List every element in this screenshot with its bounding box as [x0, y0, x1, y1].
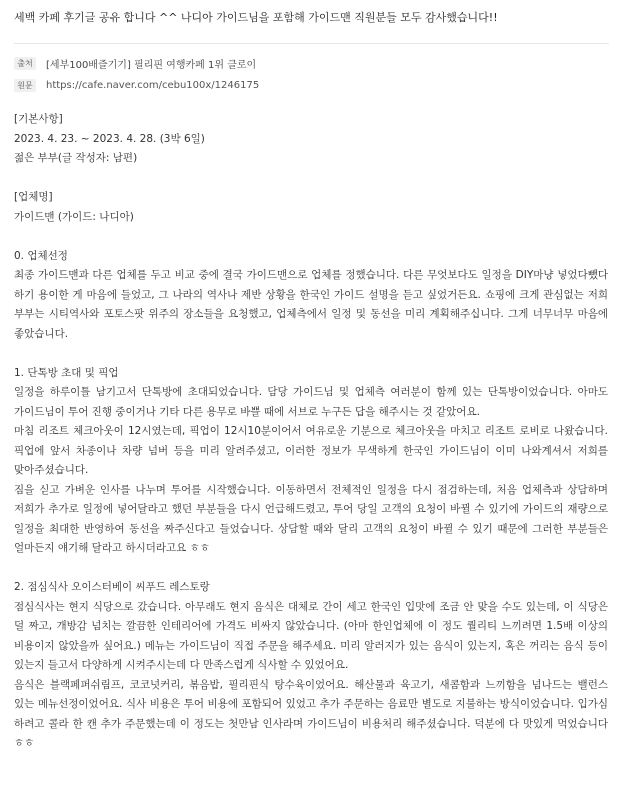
basic-info-date: 2023. 4. 23. ~ 2023. 4. 28. (3박 6일) [14, 132, 205, 145]
section-1-paragraph-1: 일정을 하루이틀 남기고서 단톡방에 초대되었습니다. 담당 가이드님 및 업체측 여러분이 함께 있는 단톡방이었습니다. 아마도 가이드님이 투어 진행 중이거나 기타 다른 용무로 바쁠 때에 서브로 누구든 답을 해주시는 것 같았어요. [14, 386, 608, 418]
section-0-paragraph: 최종 가이드맨과 다른 업체를 두고 비교 중에 결국 가이드맨으로 업체를 정했습니다. 다른 무엇보다도 일정을 DIY마냥 넣었다뺐다 하기 용이한 게 마음에 들었고, 그 나라의 역사나 제반 상황을 한국인 가이드 설명을 듣고 싶었거든요. 쇼핑에 크게 관심없는 저희 부부는 시티역사와 포토스팟 위주의 장소들을 요청했고, 업체측에서 일정 및 동선을 미리 계획해주십니다. 그게 너무너무 마음에 좋았습니다. [14, 269, 608, 340]
source-link[interactable]: [세부100배즐기기] 필리핀 여행카페 1위 클로이 [46, 59, 257, 71]
source-row [14, 55, 256, 71]
section-1-paragraph-2: 마침 리조트 체크아웃이 12시였는데, 픽업이 12시10분이어서 여유로운 기분으로 체크아웃을 마치고 리조트 로비로 나왔습니다. 픽업에 앞서 차종이나 차량 넘버 등을 미리 알려주셨고, 이러한 정보가 무색하게 한국인 가이드님이 이미 나와계셔서 저희를 맞아주셨습니다. [14, 425, 608, 476]
section-2-paragraph-2: 음식은 블랙페퍼쉬림프, 코코넛커리, 볶음밥, 필리핀식 탕수육이었어요. 해산물과 육고기, 새콤함과 느끼함을 넘나드는 밸런스 있는 메뉴선정이었어요. 식사 비용은 투어 비용에 포함되어 있었고 추가 주문하는 음료만 별도로 지불하는 방식이었습니다. 입가심 하려고 콜라 한 캔 추가 주문했는데 이 정도는 첫만남 인사라며 가이드님이 비용처리 해주셨습니다. 덕분에 다 맛있게 먹었습니다 ㅎㅎ [14, 678, 608, 749]
company-header: [업체명] [14, 191, 53, 203]
title-divider [14, 43, 609, 44]
section-1-title: 1. 단톡방 초대 및 픽업 [14, 366, 119, 379]
post-title: 세백 카페 후기글 공유 합니다 ^^ 나디아 가이드님을 포함해 가이드맨 직원분들 모두 감사했습니다!! [14, 11, 498, 24]
section-2-paragraph-1: 점심식사는 현지 식당으로 갔습니다. 아무래도 현지 음식은 대체로 간이 세고 한국인 입맛에 조금 안 맞을 수도 있는데, 이 식당은 덜 짜고, 개방감 넘치는 깔끔한 인테리어에 가격도 비싸지 않았습니다. (아마 한인업체에 이 정도 퀄리티 느끼려면 1.5배 이상의 비용이지 않았을까 싶어요.) 메뉴는 가이드님이 직접 주문을 해주세요. 미리 알러지가 있는 음식이 있는지, 혹은 꺼리는 음식 등이 있는지 들고서 다양하게 시켜주시는데 다 만족스럽게 식사할 수 있었어요. [14, 600, 608, 671]
section-2-title: 2. 점심식사 오이스터베이 씨푸드 레스토랑 [14, 581, 210, 593]
section-0-title: 0. 업체선정 [14, 249, 68, 262]
original-badge: 원문 [14, 79, 36, 92]
original-row [14, 77, 259, 93]
original-url-link[interactable]: https://cafe.naver.com/cebu100x/1246175 [46, 79, 260, 91]
section-1-paragraph-3: 짐을 싣고 가벼운 인사를 나누며 투어를 시작했습니다. 이동하면서 전체적인 일정을 다시 점검하는데, 처음 업체측과 상담하며 저희가 추가로 일정에 넣어달라고 했던 부분들을 다시 언급해드렸고, 투어 당일 고객의 요청이 바뀔 수 있기에 가이드의 재량으로 일정을 최대한 반영하여 동선을 짜주신다고 들었습니다. 상담할 때와 달리 고객의 요청이 바뀔 수 있기 때문에 그러한 부분들은 얼마든지 얘기해 달라고 하시더라고요 ㅎㅎ [14, 483, 608, 554]
post-body [14, 110, 608, 754]
company-name: 가이드맨 (가이드: 나디아) [14, 210, 134, 223]
source-badge: 출처 [14, 57, 36, 70]
basic-info-who: 젊은 부부(글 작성자: 남편) [14, 152, 138, 164]
basic-info-header: [기본사항] [14, 113, 63, 125]
